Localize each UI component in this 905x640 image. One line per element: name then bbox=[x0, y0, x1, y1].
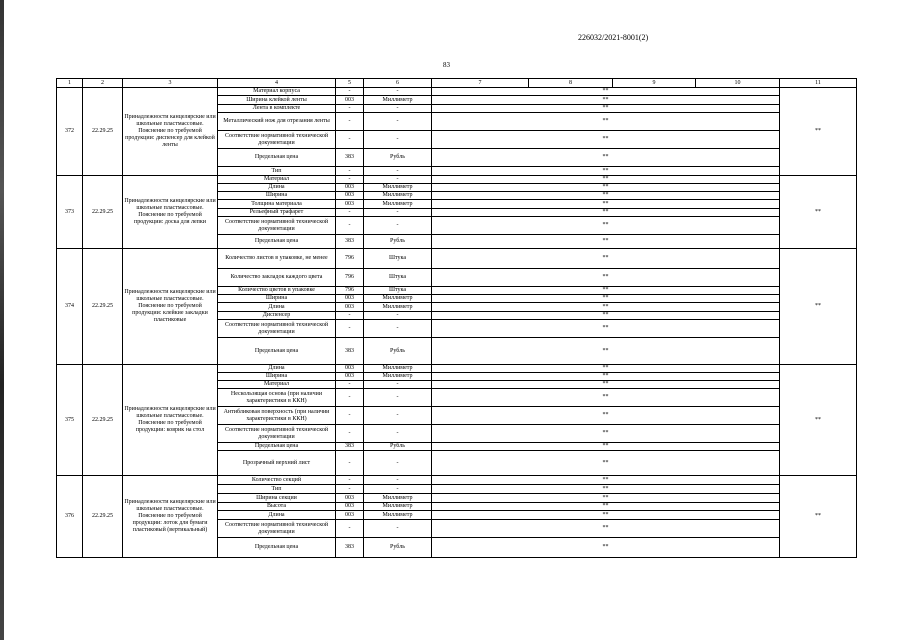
okei-code: 383 bbox=[336, 338, 364, 365]
okei-code: - bbox=[336, 381, 364, 389]
product-name: Принадлежности канцелярские или школьные пластмассовые. Пояснение по требуемой продукции: клейкие закладки пластиковые bbox=[123, 249, 218, 365]
characteristic-value: ** bbox=[432, 338, 780, 365]
table-body bbox=[57, 79, 857, 558]
unit-name: Миллиметр bbox=[364, 96, 432, 105]
column-number: 2 bbox=[83, 79, 123, 88]
okpd2-code: 22.29.25 bbox=[83, 365, 123, 476]
column-number: 7 bbox=[432, 79, 529, 88]
characteristic-name: Толщина материала bbox=[218, 200, 336, 209]
characteristic-value: ** bbox=[432, 287, 780, 295]
okei-code: 383 bbox=[336, 235, 364, 249]
column-number: 11 bbox=[780, 79, 857, 88]
row-number: 376 bbox=[57, 476, 83, 558]
characteristic-name: Соответствие нормативной технической документации bbox=[218, 320, 336, 338]
unit-name: Рубль bbox=[364, 149, 432, 167]
okei-code: - bbox=[336, 425, 364, 443]
unit-name: Штука bbox=[364, 287, 432, 295]
unit-name: Штука bbox=[364, 269, 432, 287]
unit-name: - bbox=[364, 389, 432, 407]
unit-name: - bbox=[364, 476, 432, 485]
column-number: 4 bbox=[218, 79, 336, 88]
okei-code: - bbox=[336, 209, 364, 217]
characteristic-name: Ширина клейкой ленты bbox=[218, 96, 336, 105]
characteristic-value: ** bbox=[432, 113, 780, 131]
column-number: 8 bbox=[529, 79, 613, 88]
okei-code: 003 bbox=[336, 200, 364, 209]
unit-name: - bbox=[364, 407, 432, 425]
okei-code: 796 bbox=[336, 287, 364, 295]
characteristic-name: Диспенсер bbox=[218, 312, 336, 320]
characteristic-name: Соответствие нормативной технической документации bbox=[218, 131, 336, 149]
unit-name: - bbox=[364, 88, 432, 96]
okpd2-code: 22.29.25 bbox=[83, 476, 123, 558]
unit-name: - bbox=[364, 167, 432, 176]
justification-mark: ** bbox=[780, 176, 857, 249]
okei-code: - bbox=[336, 320, 364, 338]
justification-mark: ** bbox=[780, 476, 857, 558]
okei-code: - bbox=[336, 105, 364, 113]
characteristic-name: Ширина bbox=[218, 192, 336, 200]
characteristic-value: ** bbox=[432, 320, 780, 338]
characteristic-name: Лента в комплекте bbox=[218, 105, 336, 113]
unit-name: Миллиметр bbox=[364, 184, 432, 192]
characteristic-value: ** bbox=[432, 303, 780, 312]
row-number: 374 bbox=[57, 249, 83, 365]
okei-code: - bbox=[336, 167, 364, 176]
characteristic-name: Нескользящая основа (при наличии характеристики в ККН) bbox=[218, 389, 336, 407]
column-number: 1 bbox=[57, 79, 83, 88]
column-number: 3 bbox=[123, 79, 218, 88]
okei-code: 383 bbox=[336, 443, 364, 451]
okpd2-code: 22.29.25 bbox=[83, 88, 123, 176]
characteristic-value: ** bbox=[432, 200, 780, 209]
justification-mark: ** bbox=[780, 365, 857, 476]
table-row bbox=[57, 176, 857, 184]
unit-name: - bbox=[364, 113, 432, 131]
characteristic-name: Предельная цена bbox=[218, 538, 336, 558]
okei-code: - bbox=[336, 312, 364, 320]
characteristic-name: Материал bbox=[218, 176, 336, 184]
characteristic-name: Рельефный трафарет bbox=[218, 209, 336, 217]
row-number: 375 bbox=[57, 365, 83, 476]
characteristic-value: ** bbox=[432, 88, 780, 96]
characteristic-value: ** bbox=[432, 425, 780, 443]
unit-name: - bbox=[364, 176, 432, 184]
characteristic-value: ** bbox=[432, 312, 780, 320]
okei-code: 003 bbox=[336, 96, 364, 105]
unit-name: Миллиметр bbox=[364, 511, 432, 520]
okei-code: 003 bbox=[336, 365, 364, 373]
okei-code: - bbox=[336, 131, 364, 149]
unit-name: Рубль bbox=[364, 538, 432, 558]
characteristic-name: Прозрачный верхний лист bbox=[218, 451, 336, 476]
characteristic-name: Длина bbox=[218, 365, 336, 373]
unit-name: - bbox=[364, 209, 432, 217]
characteristic-name: Длина bbox=[218, 184, 336, 192]
okei-code: 003 bbox=[336, 192, 364, 200]
table-row bbox=[57, 249, 857, 269]
table-row bbox=[57, 476, 857, 485]
unit-name: Рубль bbox=[364, 235, 432, 249]
okei-code: 003 bbox=[336, 511, 364, 520]
column-number: 10 bbox=[696, 79, 780, 88]
unit-name: - bbox=[364, 217, 432, 235]
okei-code: - bbox=[336, 520, 364, 538]
characteristic-value: ** bbox=[432, 192, 780, 200]
okpd2-code: 22.29.25 bbox=[83, 176, 123, 249]
characteristic-value: ** bbox=[432, 149, 780, 167]
column-number: 5 bbox=[336, 79, 364, 88]
characteristic-value: ** bbox=[432, 538, 780, 558]
characteristic-value: ** bbox=[432, 295, 780, 303]
characteristic-value: ** bbox=[432, 520, 780, 538]
characteristic-name: Ширина bbox=[218, 373, 336, 381]
characteristic-name: Соответствие нормативной технической документации bbox=[218, 425, 336, 443]
characteristic-value: ** bbox=[432, 451, 780, 476]
characteristic-name: Материал bbox=[218, 381, 336, 389]
characteristic-name: Соответствие нормативной технической документации bbox=[218, 520, 336, 538]
product-name: Принадлежности канцелярские или школьные пластмассовые. Пояснение по требуемой продукции: коврик на стол bbox=[123, 365, 218, 476]
justification-mark: ** bbox=[780, 249, 857, 365]
scan-edge bbox=[0, 0, 4, 640]
okei-code: 383 bbox=[336, 149, 364, 167]
unit-name: - bbox=[364, 381, 432, 389]
okei-code: 003 bbox=[336, 303, 364, 312]
table-row bbox=[57, 365, 857, 373]
unit-name: Миллиметр bbox=[364, 365, 432, 373]
characteristic-name: Количество секций bbox=[218, 476, 336, 485]
unit-name: Миллиметр bbox=[364, 303, 432, 312]
unit-name: Штука bbox=[364, 249, 432, 269]
unit-name: Миллиметр bbox=[364, 494, 432, 503]
characteristic-name: Соответствие нормативной технической документации bbox=[218, 217, 336, 235]
row-number: 372 bbox=[57, 88, 83, 176]
characteristic-value: ** bbox=[432, 184, 780, 192]
unit-name: Рубль bbox=[364, 443, 432, 451]
characteristic-value: ** bbox=[432, 365, 780, 373]
characteristic-name: Тип bbox=[218, 167, 336, 176]
characteristic-value: ** bbox=[432, 176, 780, 184]
column-number: 6 bbox=[364, 79, 432, 88]
unit-name: Миллиметр bbox=[364, 192, 432, 200]
unit-name: Миллиметр bbox=[364, 503, 432, 511]
characteristic-name: Предельная цена bbox=[218, 149, 336, 167]
unit-name: Миллиметр bbox=[364, 295, 432, 303]
characteristic-name: Тип bbox=[218, 485, 336, 494]
characteristic-value: ** bbox=[432, 209, 780, 217]
okei-code: 003 bbox=[336, 503, 364, 511]
characteristic-name: Высота bbox=[218, 503, 336, 511]
unit-name: Миллиметр bbox=[364, 373, 432, 381]
characteristic-name: Ширина bbox=[218, 295, 336, 303]
column-number: 9 bbox=[613, 79, 696, 88]
okpd2-code: 22.29.25 bbox=[83, 249, 123, 365]
okei-code: 796 bbox=[336, 269, 364, 287]
okei-code: 796 bbox=[336, 249, 364, 269]
okei-code: - bbox=[336, 476, 364, 485]
okei-code: - bbox=[336, 113, 364, 131]
okei-code: 383 bbox=[336, 538, 364, 558]
characteristic-value: ** bbox=[432, 381, 780, 389]
characteristic-value: ** bbox=[432, 217, 780, 235]
characteristic-name: Материал корпуса bbox=[218, 88, 336, 96]
unit-name: - bbox=[364, 425, 432, 443]
unit-name: - bbox=[364, 105, 432, 113]
okei-code: - bbox=[336, 176, 364, 184]
characteristic-value: ** bbox=[432, 443, 780, 451]
product-name: Принадлежности канцелярские или школьные пластмассовые. Пояснение по требуемой продукции: доска для лепки bbox=[123, 176, 218, 249]
okei-code: 003 bbox=[336, 494, 364, 503]
column-number-row bbox=[57, 79, 857, 88]
characteristic-value: ** bbox=[432, 235, 780, 249]
okei-code: - bbox=[336, 389, 364, 407]
characteristic-name: Количество листов в упаковке, не менее bbox=[218, 249, 336, 269]
characteristic-value: ** bbox=[432, 476, 780, 485]
product-name: Принадлежности канцелярские или школьные пластмассовые. Пояснение по требуемой продукции: лоток для бумаги пластиковый (вертикальный) bbox=[123, 476, 218, 558]
table-row bbox=[57, 88, 857, 96]
characteristic-value: ** bbox=[432, 249, 780, 269]
characteristic-value: ** bbox=[432, 105, 780, 113]
document-number: 226032/2021-8001(2) bbox=[578, 33, 649, 42]
characteristic-value: ** bbox=[432, 96, 780, 105]
unit-name: Рубль bbox=[364, 338, 432, 365]
characteristic-name: Ширина секции bbox=[218, 494, 336, 503]
characteristic-value: ** bbox=[432, 503, 780, 511]
characteristic-value: ** bbox=[432, 269, 780, 287]
characteristic-name: Металлический нож для отрезания ленты bbox=[218, 113, 336, 131]
unit-name: - bbox=[364, 451, 432, 476]
unit-name: Миллиметр bbox=[364, 200, 432, 209]
okei-code: - bbox=[336, 407, 364, 425]
characteristic-value: ** bbox=[432, 485, 780, 494]
characteristic-value: ** bbox=[432, 407, 780, 425]
characteristic-value: ** bbox=[432, 494, 780, 503]
okei-code: 003 bbox=[336, 373, 364, 381]
characteristic-name: Предельная цена bbox=[218, 338, 336, 365]
characteristic-value: ** bbox=[432, 389, 780, 407]
page-number: 83 bbox=[443, 61, 450, 69]
characteristic-value: ** bbox=[432, 131, 780, 149]
characteristic-name: Количество закладок каждого цвета bbox=[218, 269, 336, 287]
characteristic-name: Длина bbox=[218, 511, 336, 520]
okei-code: - bbox=[336, 217, 364, 235]
characteristic-name: Предельная цена bbox=[218, 443, 336, 451]
okei-code: 003 bbox=[336, 295, 364, 303]
okei-code: - bbox=[336, 88, 364, 96]
characteristic-value: ** bbox=[432, 167, 780, 176]
justification-mark: ** bbox=[780, 88, 857, 176]
row-number: 373 bbox=[57, 176, 83, 249]
requirements-table bbox=[56, 78, 857, 558]
characteristic-name: Количество цветов в упаковке bbox=[218, 287, 336, 295]
product-name: Принадлежности канцелярские или школьные пластмассовые. Пояснение по требуемой продукции: диспенсер для клейкой ленты bbox=[123, 88, 218, 176]
characteristic-name: Предельная цена bbox=[218, 235, 336, 249]
characteristic-value: ** bbox=[432, 511, 780, 520]
unit-name: - bbox=[364, 320, 432, 338]
okei-code: 003 bbox=[336, 184, 364, 192]
unit-name: - bbox=[364, 131, 432, 149]
characteristic-value: ** bbox=[432, 373, 780, 381]
characteristic-name: Длина bbox=[218, 303, 336, 312]
unit-name: - bbox=[364, 485, 432, 494]
unit-name: - bbox=[364, 312, 432, 320]
characteristic-name: Антибликовая поверхность (при наличии характеристики в ККН) bbox=[218, 407, 336, 425]
unit-name: - bbox=[364, 520, 432, 538]
okei-code: - bbox=[336, 485, 364, 494]
okei-code: - bbox=[336, 451, 364, 476]
